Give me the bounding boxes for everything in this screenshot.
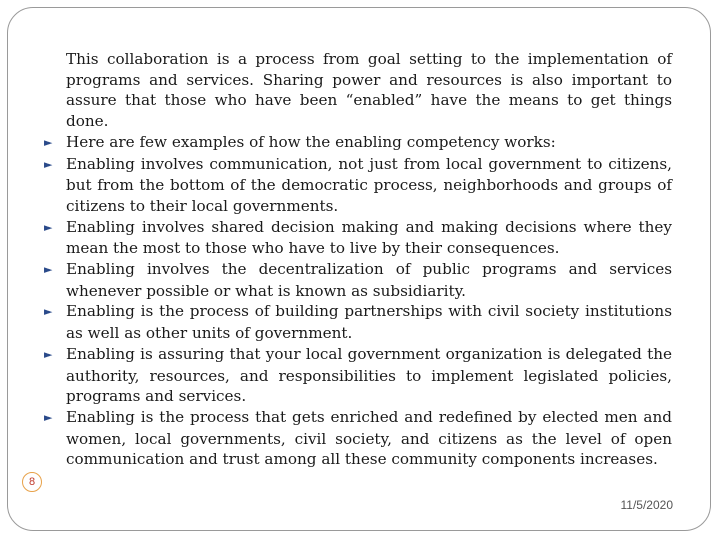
arrow-bullet-icon: ► bbox=[44, 410, 53, 424]
bullet-item bbox=[44, 301, 672, 343]
bullet-text: Enabling involves the decentralization of public programs and services whenever possible or what is known as subsidiarity. bbox=[66, 260, 672, 300]
slide-date: 11/5/2020 bbox=[620, 498, 673, 512]
bullet-text: Here are few examples of how the enabling competency works: bbox=[66, 132, 556, 151]
bullet-item bbox=[44, 217, 672, 259]
bullet-item bbox=[44, 344, 672, 407]
intro-paragraph bbox=[44, 49, 672, 132]
bullet-item bbox=[44, 132, 672, 154]
bullet-item bbox=[44, 259, 672, 301]
bullet-text: Enabling is assuring that your local government organization is delegated the authority, resources, and responsibilities to implement legislated policies, programs and services. bbox=[66, 344, 672, 406]
arrow-bullet-icon: ► bbox=[44, 157, 53, 171]
bullet-text: Enabling involves shared decision making and making decisions where they mean the most to those who have to live by their consequences. bbox=[66, 217, 672, 258]
bullet-item bbox=[44, 154, 672, 217]
arrow-bullet-icon: ► bbox=[44, 135, 53, 149]
bullet-item bbox=[44, 407, 672, 470]
bullet-text: Enabling involves communication, not just from local government to citizens, but from the bottom of the democratic process, neighborhoods and groups of citizens to their local governments. bbox=[66, 154, 672, 215]
bullet-text: Enabling is the process that gets enriched and redefined by elected men and women, local governments, civil society, and citizens as the level of open communication and trust among all these community components increases. bbox=[66, 407, 672, 469]
arrow-bullet-icon: ► bbox=[44, 347, 53, 361]
intro-text: This collaboration is a process from goal setting to the implementation of programs and services. Sharing power and resources is also important to assure that those who have been “enabled” have the means to get things done. bbox=[66, 50, 672, 131]
arrow-bullet-icon: ► bbox=[44, 305, 53, 319]
bullet-text: Enabling is the process of building partnerships with civil society institutions as well as other units of government. bbox=[66, 302, 672, 343]
page-number: 8 bbox=[22, 472, 42, 492]
arrow-bullet-icon: ► bbox=[44, 263, 53, 277]
slide-body bbox=[44, 49, 672, 470]
arrow-bullet-icon: ► bbox=[44, 220, 53, 234]
